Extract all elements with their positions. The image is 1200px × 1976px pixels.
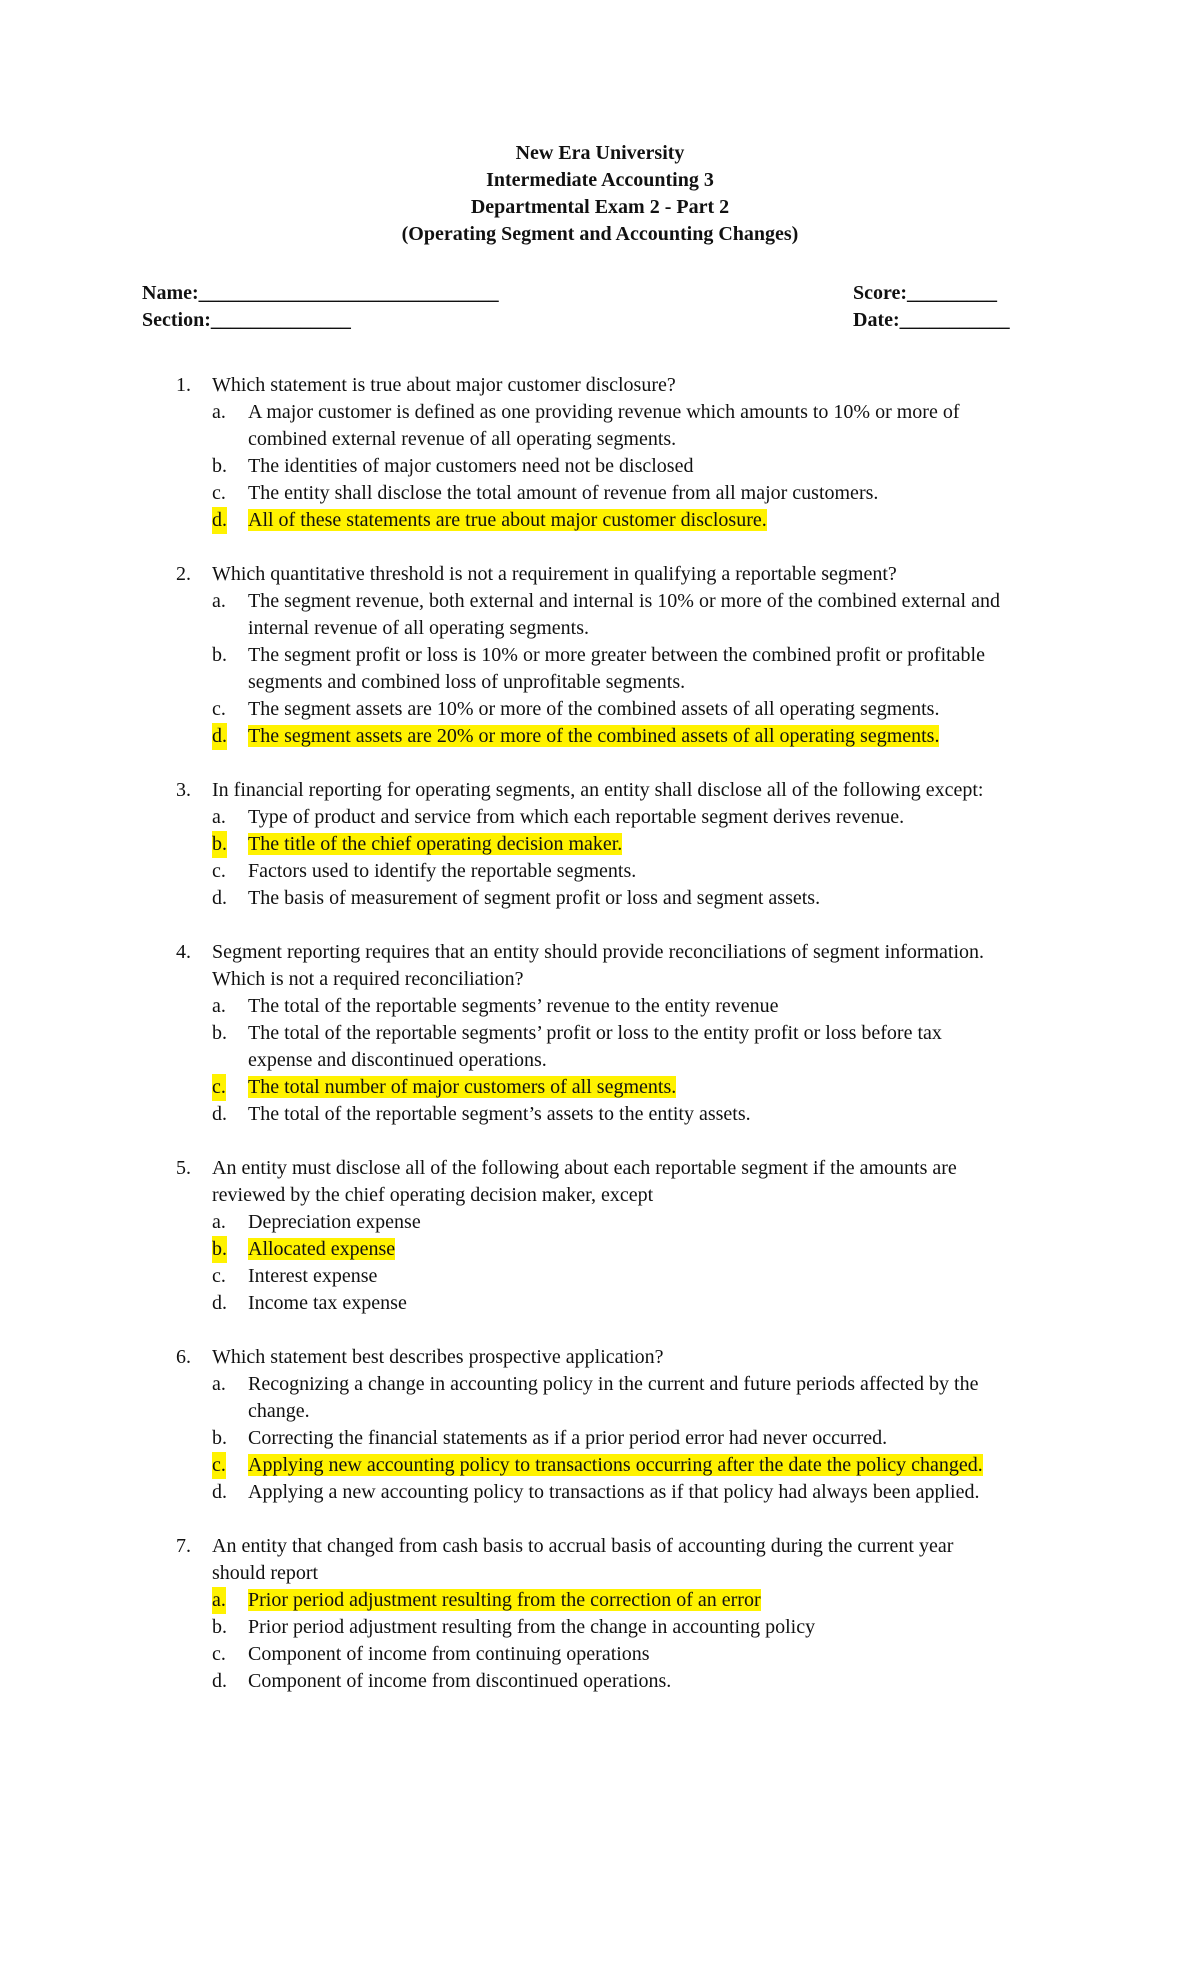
question-text: In financial reporting for operating segments, an entity shall disclose all of the following except:	[212, 779, 984, 801]
answer-option	[142, 696, 1092, 723]
option-text: Factors used to identify the reportable segments.	[248, 860, 637, 882]
option-text: combined external revenue of all operating segments.	[248, 428, 677, 450]
option-text: The total of the reportable segments’ profit or loss to the entity profit or loss before tax	[248, 1022, 942, 1044]
question-list	[142, 372, 1092, 1722]
answer-option-highlighted	[142, 1074, 1092, 1101]
question-number: 1.	[176, 374, 191, 396]
question-text: Segment reporting requires that an entity should provide reconciliations of segment information.	[212, 941, 985, 963]
answer-option	[142, 885, 1092, 912]
question-text: Which quantitative threshold is not a requirement in qualifying a reportable segment?	[212, 563, 897, 585]
option-text: The basis of measurement of segment profit or loss and segment assets.	[248, 887, 821, 909]
question-text-line	[142, 1182, 1092, 1209]
question-text: reviewed by the chief operating decision maker, except	[212, 1184, 654, 1206]
option-letter: d.	[212, 723, 227, 750]
university-name: New Era University	[515, 142, 685, 164]
option-letter: c.	[212, 482, 226, 504]
question-text: An entity must disclose all of the following about each reportable segment if the amounts are	[212, 1157, 957, 1179]
answer-option	[142, 1263, 1092, 1290]
question-text-line	[142, 1155, 1092, 1182]
answer-option	[142, 993, 1092, 1020]
option-letter: c.	[212, 698, 226, 720]
answer-option	[142, 1614, 1092, 1641]
question-item	[142, 1155, 1092, 1317]
option-text: Applying a new accounting policy to transactions as if that policy had always been applied.	[248, 1481, 980, 1503]
question-text: should report	[212, 1562, 319, 1584]
name-field: Name:______________________________	[142, 282, 499, 304]
option-letter: b.	[212, 644, 227, 666]
question-text-line	[142, 777, 1092, 804]
question-item	[142, 939, 1092, 1128]
option-letter: c.	[212, 1452, 226, 1479]
answer-option	[142, 642, 1092, 669]
question-text: Which is not a required reconciliation?	[212, 968, 524, 990]
course-title: Intermediate Accounting 3	[486, 169, 714, 191]
option-text: expense and discontinued operations.	[248, 1049, 547, 1071]
section-field: Section:______________	[142, 309, 351, 331]
question-text-line	[142, 1533, 1092, 1560]
option-text: Allocated expense	[248, 1238, 396, 1260]
option-letter: a.	[212, 1587, 226, 1614]
option-letter: b.	[212, 1427, 227, 1449]
answer-option-highlighted	[142, 1236, 1092, 1263]
answer-option	[142, 1290, 1092, 1317]
answer-option	[142, 453, 1092, 480]
option-text: The entity shall disclose the total amount of revenue from all major customers.	[248, 482, 879, 504]
option-text: Prior period adjustment resulting from the correction of an error	[248, 1589, 761, 1611]
option-letter: a.	[212, 806, 226, 828]
option-text: Recognizing a change in accounting policy in the current and future periods affected by the	[248, 1373, 979, 1395]
option-letter: d.	[212, 1103, 227, 1125]
option-text: All of these statements are true about major customer disclosure.	[248, 509, 767, 531]
question-text: Which statement best describes prospective application?	[212, 1346, 664, 1368]
option-letter: b.	[212, 455, 227, 477]
option-letter: a.	[212, 995, 226, 1017]
option-text: Applying new accounting policy to transactions occurring after the date the policy changed.	[248, 1454, 983, 1476]
option-letter: c.	[212, 860, 226, 882]
question-text-line	[142, 561, 1092, 588]
question-number: 7.	[176, 1535, 191, 1557]
option-text: The segment assets are 20% or more of the combined assets of all operating segments.	[248, 725, 940, 747]
option-text: The segment assets are 10% or more of the combined assets of all operating segments.	[248, 698, 940, 720]
question-item	[142, 561, 1092, 750]
answer-option	[142, 1371, 1092, 1398]
answer-option	[142, 1047, 1092, 1074]
answer-option-highlighted	[142, 831, 1092, 858]
option-letter: a.	[212, 1211, 226, 1233]
question-number: 5.	[176, 1157, 191, 1179]
answer-option	[142, 669, 1092, 696]
option-text: internal revenue of all operating segments.	[248, 617, 589, 639]
option-text: Prior period adjustment resulting from the change in accounting policy	[248, 1616, 816, 1638]
question-number: 4.	[176, 941, 191, 963]
option-text: change.	[248, 1400, 310, 1422]
option-letter: c.	[212, 1265, 226, 1287]
option-text: Correcting the financial statements as if a prior period error had never occurred.	[248, 1427, 888, 1449]
answer-option	[142, 858, 1092, 885]
question-text-line	[142, 939, 1092, 966]
option-letter: d.	[212, 1481, 227, 1503]
answer-option	[142, 1398, 1092, 1425]
option-letter: a.	[212, 590, 226, 612]
answer-option	[142, 588, 1092, 615]
option-letter: a.	[212, 401, 226, 423]
answer-option	[142, 426, 1092, 453]
answer-option-highlighted	[142, 1587, 1092, 1614]
score-field: Score:_________	[853, 282, 998, 304]
question-text: An entity that changed from cash basis to accrual basis of accounting during the current year	[212, 1535, 954, 1557]
answer-option	[142, 615, 1092, 642]
answer-option	[142, 1641, 1092, 1668]
question-text-line	[142, 966, 1092, 993]
option-letter: c.	[212, 1643, 226, 1665]
option-letter: b.	[212, 1022, 227, 1044]
answer-option-highlighted	[142, 723, 1092, 750]
option-text: The segment revenue, both external and internal is 10% or more of the combined external and	[248, 590, 1000, 612]
answer-option	[142, 1020, 1092, 1047]
option-text: The title of the chief operating decision maker.	[248, 833, 623, 855]
question-item	[142, 372, 1092, 534]
option-text: The total of the reportable segment’s assets to the entity assets.	[248, 1103, 751, 1125]
question-text-line	[142, 372, 1092, 399]
option-text: Interest expense	[248, 1265, 378, 1287]
option-text: segments and combined loss of unprofitable segments.	[248, 671, 686, 693]
question-item	[142, 777, 1092, 912]
answer-option	[142, 480, 1092, 507]
question-item	[142, 1533, 1092, 1695]
exam-title: Departmental Exam 2 - Part 2	[470, 196, 730, 218]
option-text: Type of product and service from which each reportable segment derives revenue.	[248, 806, 905, 828]
option-letter: b.	[212, 831, 227, 858]
option-text: A major customer is defined as one providing revenue which amounts to 10% or more of	[248, 401, 960, 423]
answer-option-highlighted	[142, 1452, 1092, 1479]
option-letter: c.	[212, 1074, 226, 1101]
option-text: The total number of major customers of all segments.	[248, 1076, 677, 1098]
option-text: The segment profit or loss is 10% or more greater between the combined profit or profitable	[248, 644, 985, 666]
option-letter: b.	[212, 1236, 227, 1263]
question-number: 3.	[176, 779, 191, 801]
exam-topic: (Operating Segment and Accounting Changes)	[401, 223, 799, 245]
date-field: Date:___________	[853, 309, 1010, 331]
option-text: Component of income from discontinued operations.	[248, 1670, 672, 1692]
option-letter: b.	[212, 1616, 227, 1638]
answer-option	[142, 1101, 1092, 1128]
option-letter: d.	[212, 1670, 227, 1692]
question-text-line	[142, 1560, 1092, 1587]
exam-header	[0, 140, 1200, 248]
option-letter: d.	[212, 887, 227, 909]
answer-option	[142, 1425, 1092, 1452]
question-text-line	[142, 1344, 1092, 1371]
option-text: The identities of major customers need not be disclosed	[248, 455, 694, 477]
option-text: Income tax expense	[248, 1292, 407, 1314]
answer-option	[142, 1209, 1092, 1236]
answer-option	[142, 399, 1092, 426]
option-letter: d.	[212, 507, 227, 534]
option-text: The total of the reportable segments’ revenue to the entity revenue	[248, 995, 779, 1017]
option-text: Component of income from continuing operations	[248, 1643, 650, 1665]
option-text: Depreciation expense	[248, 1211, 421, 1233]
question-text: Which statement is true about major customer disclosure?	[212, 374, 676, 396]
answer-option-highlighted	[142, 507, 1092, 534]
option-letter: a.	[212, 1373, 226, 1395]
option-letter: d.	[212, 1292, 227, 1314]
question-item	[142, 1344, 1092, 1506]
question-number: 2.	[176, 563, 191, 585]
answer-option	[142, 1479, 1092, 1506]
question-number: 6.	[176, 1346, 191, 1368]
answer-option	[142, 804, 1092, 831]
answer-option	[142, 1668, 1092, 1695]
